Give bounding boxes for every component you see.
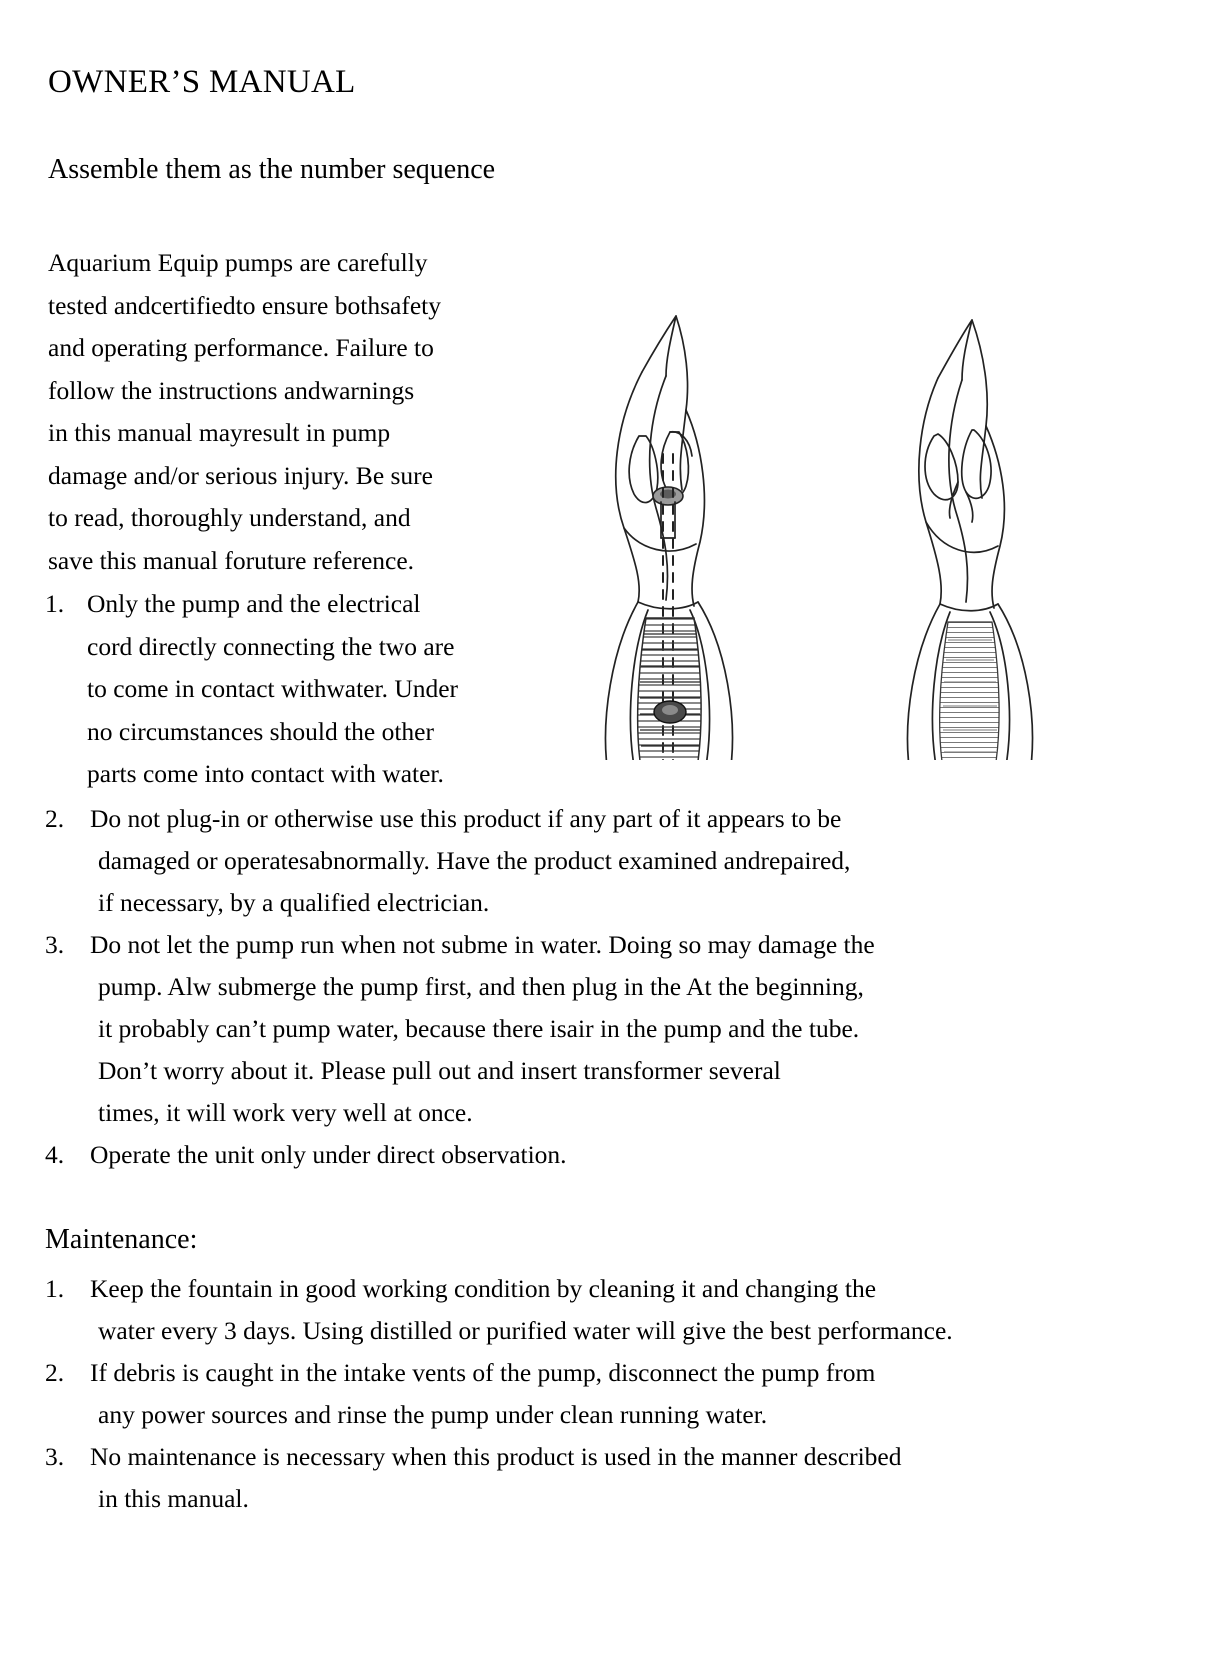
list-item <box>45 1352 1175 1436</box>
list-item-line: damaged or operatesabnormally. Have the product examined andrepaired, <box>98 846 851 875</box>
fountain-with-pump-figure <box>520 250 820 760</box>
assembly-illustrations <box>520 250 1130 760</box>
intro-line: and operating performance. Failure to <box>48 333 434 362</box>
list-item-line: it probably can’t pump water, because there isair in the pump and the tube. <box>98 1014 860 1043</box>
list-item-line: Do not let the pump run when not subme in water. Doing so may damage the <box>90 930 875 959</box>
maintenance-list <box>45 1268 1175 1520</box>
list-item-number: 3. <box>45 1442 65 1471</box>
list-item-line: no circumstances should the other <box>87 716 434 746</box>
warnings-list-wide <box>45 798 1165 1176</box>
list-item-line: Only the pump and the electrical <box>87 589 421 618</box>
list-item <box>45 1134 1165 1176</box>
list-item-line: to come in contact withwater. Under <box>87 674 459 703</box>
list-item-line: Operate the unit only under direct observation. <box>90 1140 567 1169</box>
list-item-number: 4. <box>45 1140 65 1169</box>
list-item <box>45 798 1165 924</box>
intro-line: damage and/or serious injury. Be sure <box>48 460 433 490</box>
list-item-line: Keep the fountain in good working condition by cleaning it and changing the <box>90 1274 877 1303</box>
list-item-line: in this manual. <box>98 1484 249 1513</box>
intro-line: in this manual mayresult in pump <box>48 418 391 447</box>
intro-line: save this manual foruture reference. <box>48 545 415 575</box>
list-item <box>45 924 1165 1134</box>
intro-paragraph <box>48 242 518 582</box>
list-item-line: parts come into contact with water. <box>87 759 444 788</box>
list-item-line: if necessary, by a qualified electrician. <box>98 888 490 917</box>
maintenance-heading: Maintenance: <box>45 1224 198 1255</box>
pump-media-hatch <box>638 618 701 760</box>
list-item-number: 1. <box>45 589 65 618</box>
list-item-number: 2. <box>45 1358 65 1387</box>
list-item <box>45 583 545 796</box>
intro-line: follow the instructions andwarnings <box>48 375 415 405</box>
warnings-list-narrow <box>45 583 545 796</box>
fountain-assembled-figure <box>820 250 1120 760</box>
list-item-line: times, it will work very well at once. <box>98 1098 473 1127</box>
page-title: OWNER’S MANUAL <box>48 64 356 100</box>
list-item-number: 1. <box>45 1274 65 1303</box>
fountain-with-pump-illustration <box>520 250 820 760</box>
list-item-line: Don’t worry about it. Please pull out and insert transformer several <box>98 1056 781 1085</box>
list-item <box>45 1436 1175 1520</box>
list-item-line: Do not plug-in or otherwise use this product if any part of it appears to be <box>90 804 842 833</box>
intro-line: to read, thoroughly understand, and <box>48 503 411 532</box>
list-item-line: If debris is caught in the intake vents of the pump, disconnect the pump from <box>90 1358 876 1387</box>
list-item-number: 3. <box>45 930 65 959</box>
water-column-hatch <box>940 622 999 760</box>
list-item-line: cord directly connecting the two are <box>87 631 455 661</box>
list-item-line: No maintenance is necessary when this product is used in the manner described <box>90 1442 902 1471</box>
list-item-line: any power sources and rinse the pump under clean running water. <box>98 1400 768 1429</box>
intro-line: Aquarium Equip pumps are carefully <box>48 248 428 277</box>
list-item-line: pump. Alw submerge the pump first, and then plug in the At the beginning, <box>98 972 864 1001</box>
list-item-line: water every 3 days. Using distilled or purified water will give the best performance. <box>98 1316 953 1345</box>
document-subtitle: Assemble them as the number sequence <box>48 154 496 185</box>
list-item-number: 2. <box>45 804 65 833</box>
intro-line: tested andcertifiedto ensure bothsafety <box>48 290 441 320</box>
list-item <box>45 1268 1175 1352</box>
fountain-assembled-illustration <box>820 250 1120 760</box>
